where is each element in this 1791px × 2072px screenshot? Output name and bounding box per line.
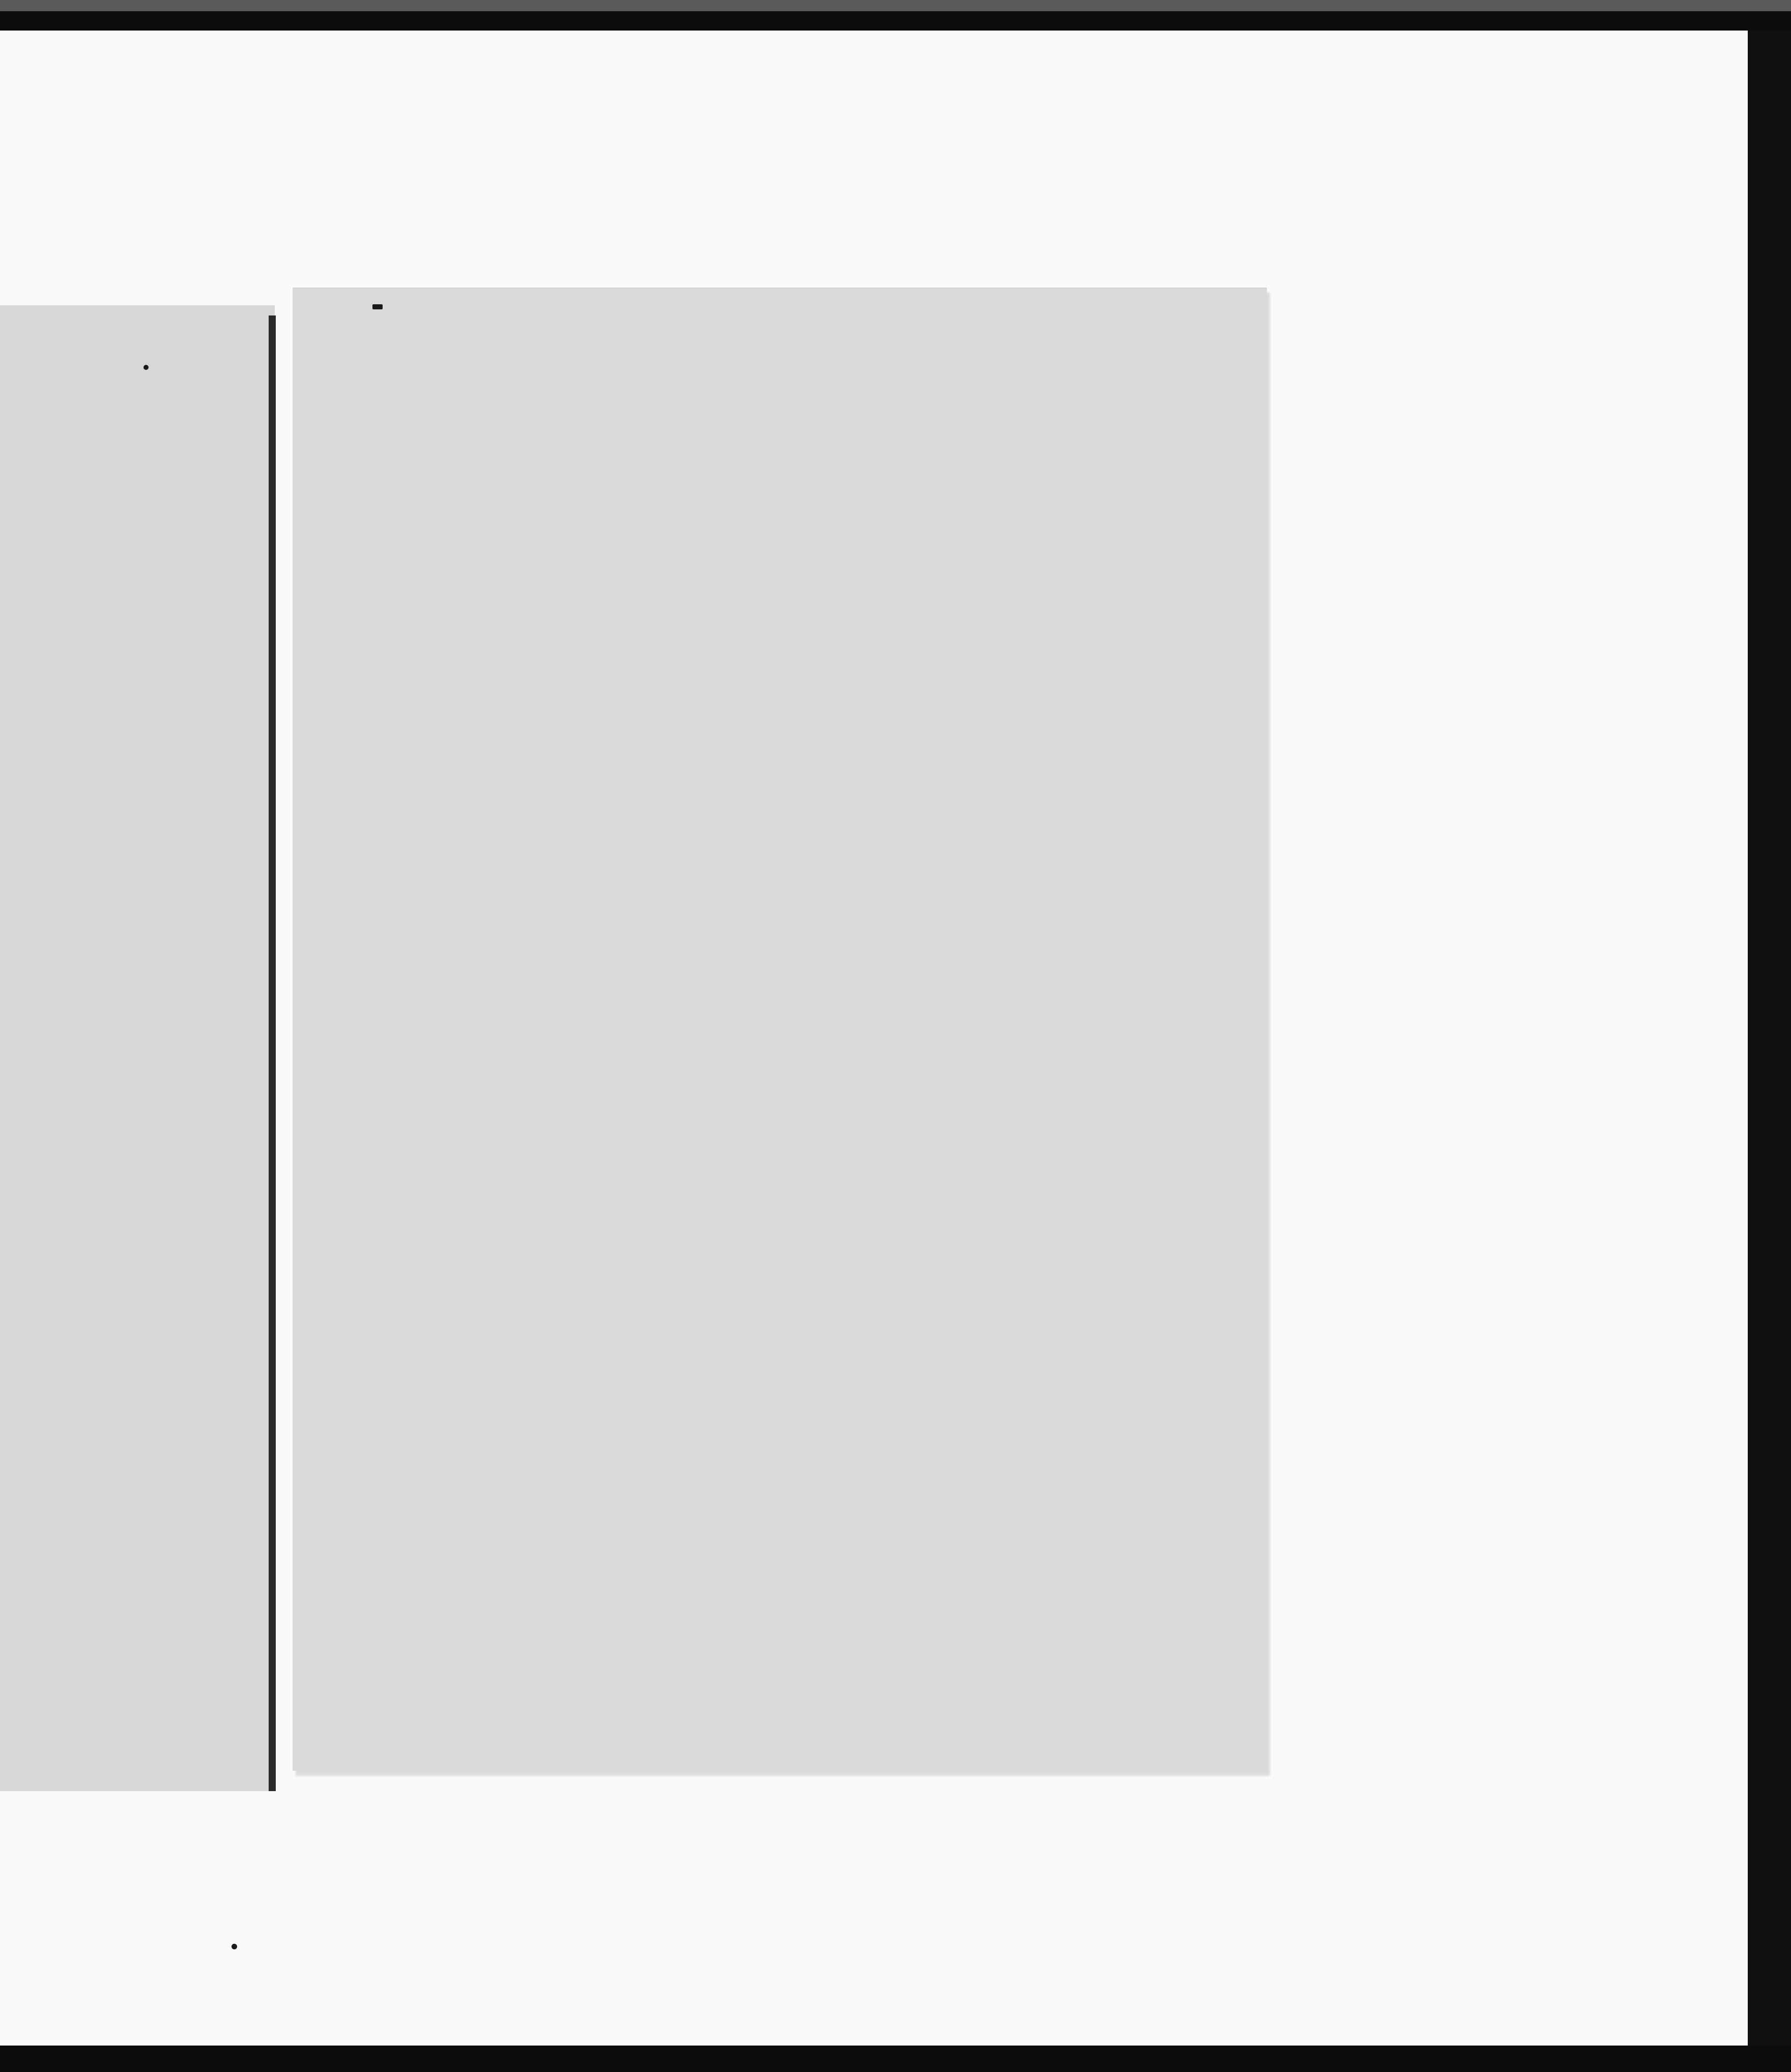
- book-spine: [269, 315, 276, 1791]
- scan-right-edge: [1748, 31, 1791, 2046]
- current-page: [293, 287, 1267, 1771]
- previous-page: [0, 305, 275, 1791]
- scan-top-edge: [0, 0, 1791, 11]
- dust-speck: [232, 1944, 237, 1949]
- dust-speck: [143, 365, 149, 370]
- page-tab-mark: [372, 304, 383, 309]
